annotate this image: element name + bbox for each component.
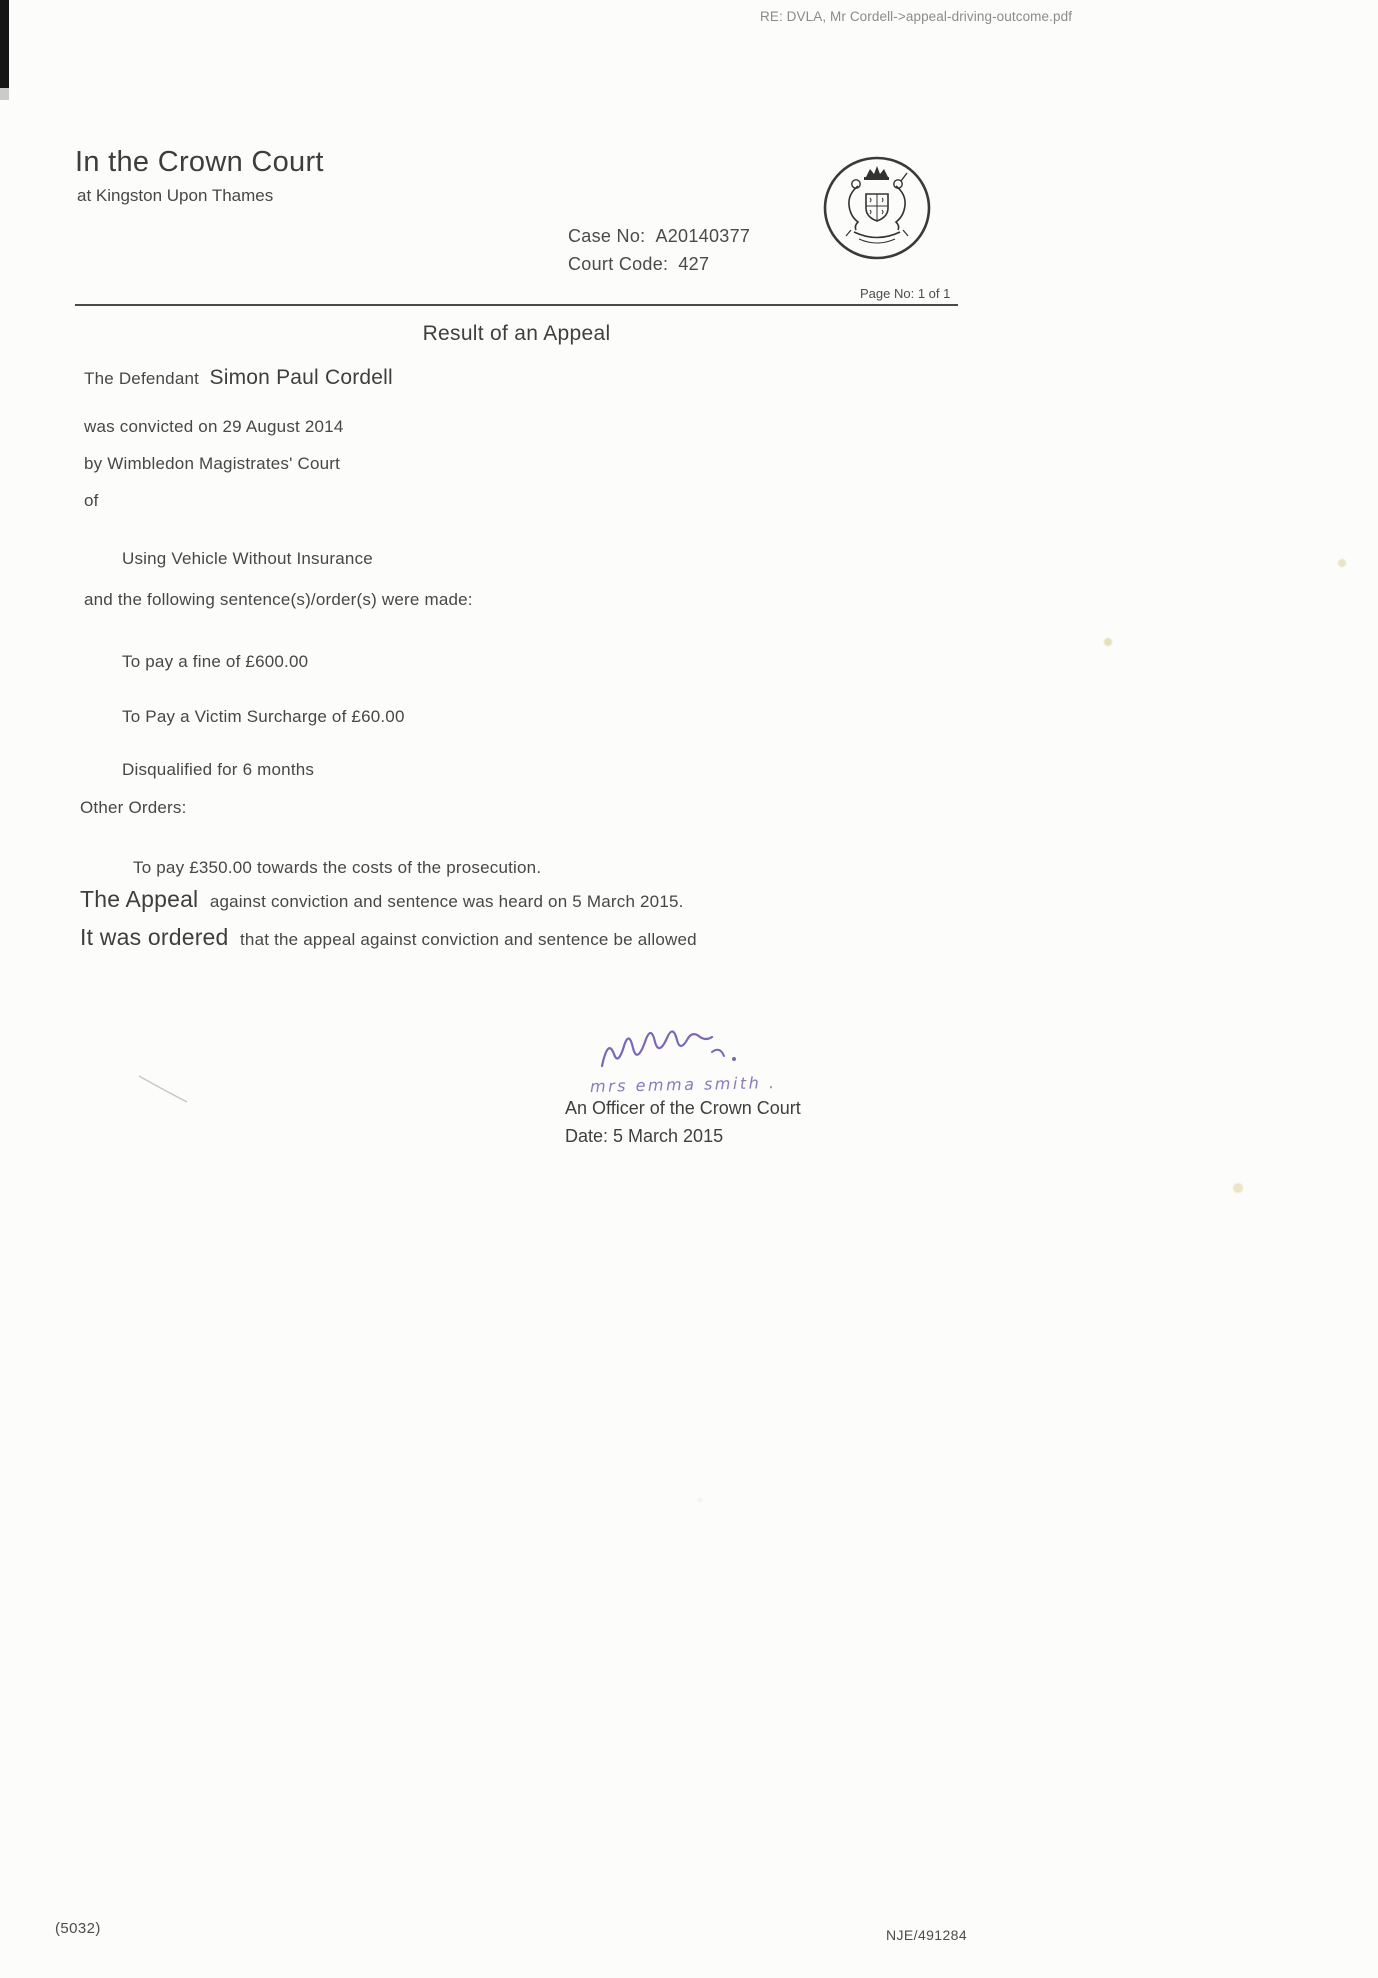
sentence-item-disqualified: Disqualified for 6 months bbox=[122, 760, 315, 779]
footer-form-number: (5032) bbox=[55, 1920, 101, 1937]
sentence-item-fine: To pay a fine of £600.00 bbox=[122, 652, 309, 671]
ordered-lead: It was ordered bbox=[80, 924, 229, 950]
scan-edge-artifact-fade bbox=[0, 88, 9, 100]
sentence-item-surcharge: To Pay a Victim Surcharge of £60.00 bbox=[122, 707, 405, 726]
signature-icon bbox=[596, 1026, 741, 1080]
case-number-label: Case No: bbox=[568, 226, 646, 246]
appeal-line bbox=[80, 886, 684, 913]
court-code-label: Court Code: bbox=[568, 254, 669, 274]
pdf-header-filename: RE: DVLA, Mr Cordell->appeal-driving-outcome.pdf bbox=[760, 9, 1073, 24]
other-orders-label: Other Orders: bbox=[80, 798, 187, 817]
ordered-rest: that the appeal against conviction and sentence be allowed bbox=[240, 930, 697, 949]
case-number-value: A20140377 bbox=[655, 226, 751, 246]
signature-handwritten-name: mrs emma smith . bbox=[589, 1073, 777, 1096]
signature-officer-line: An Officer of the Crown Court bbox=[565, 1098, 801, 1118]
signature-date-line: Date: 5 March 2015 bbox=[565, 1126, 724, 1146]
court-location: at Kingston Upon Thames bbox=[77, 186, 274, 205]
pencil-mark bbox=[135, 1072, 195, 1107]
scan-edge-artifact bbox=[0, 0, 9, 88]
defendant-name: Simon Paul Cordell bbox=[209, 366, 393, 389]
convicting-court-line: by Wimbledon Magistrates' Court bbox=[84, 454, 341, 473]
royal-coat-of-arms-icon bbox=[818, 150, 936, 268]
court-code-value: 427 bbox=[678, 254, 710, 274]
header-rule bbox=[75, 304, 958, 306]
case-number-line bbox=[568, 226, 750, 247]
defendant-line bbox=[84, 366, 393, 390]
footer-reference: NJE/491284 bbox=[886, 1927, 968, 1943]
court-title: In the Crown Court bbox=[75, 146, 324, 178]
other-orders-item: To pay £350.00 towards the costs of the prosecution. bbox=[133, 858, 542, 877]
appeal-rest: against conviction and sentence was heard on 5 March 2015. bbox=[209, 892, 684, 911]
ordered-line bbox=[80, 924, 697, 951]
of-line: of bbox=[84, 491, 99, 510]
appeal-lead: The Appeal bbox=[80, 886, 199, 912]
court-code-line bbox=[568, 254, 709, 275]
document-title: Result of an Appeal bbox=[422, 322, 611, 345]
convicted-line: was convicted on 29 August 2014 bbox=[84, 417, 344, 436]
page-number: Page No: 1 of 1 bbox=[860, 286, 951, 301]
offence-line: Using Vehicle Without Insurance bbox=[122, 549, 373, 568]
defendant-prefix: The Defendant bbox=[84, 369, 200, 388]
sentence-intro-line: and the following sentence(s)/order(s) were made: bbox=[84, 590, 473, 609]
